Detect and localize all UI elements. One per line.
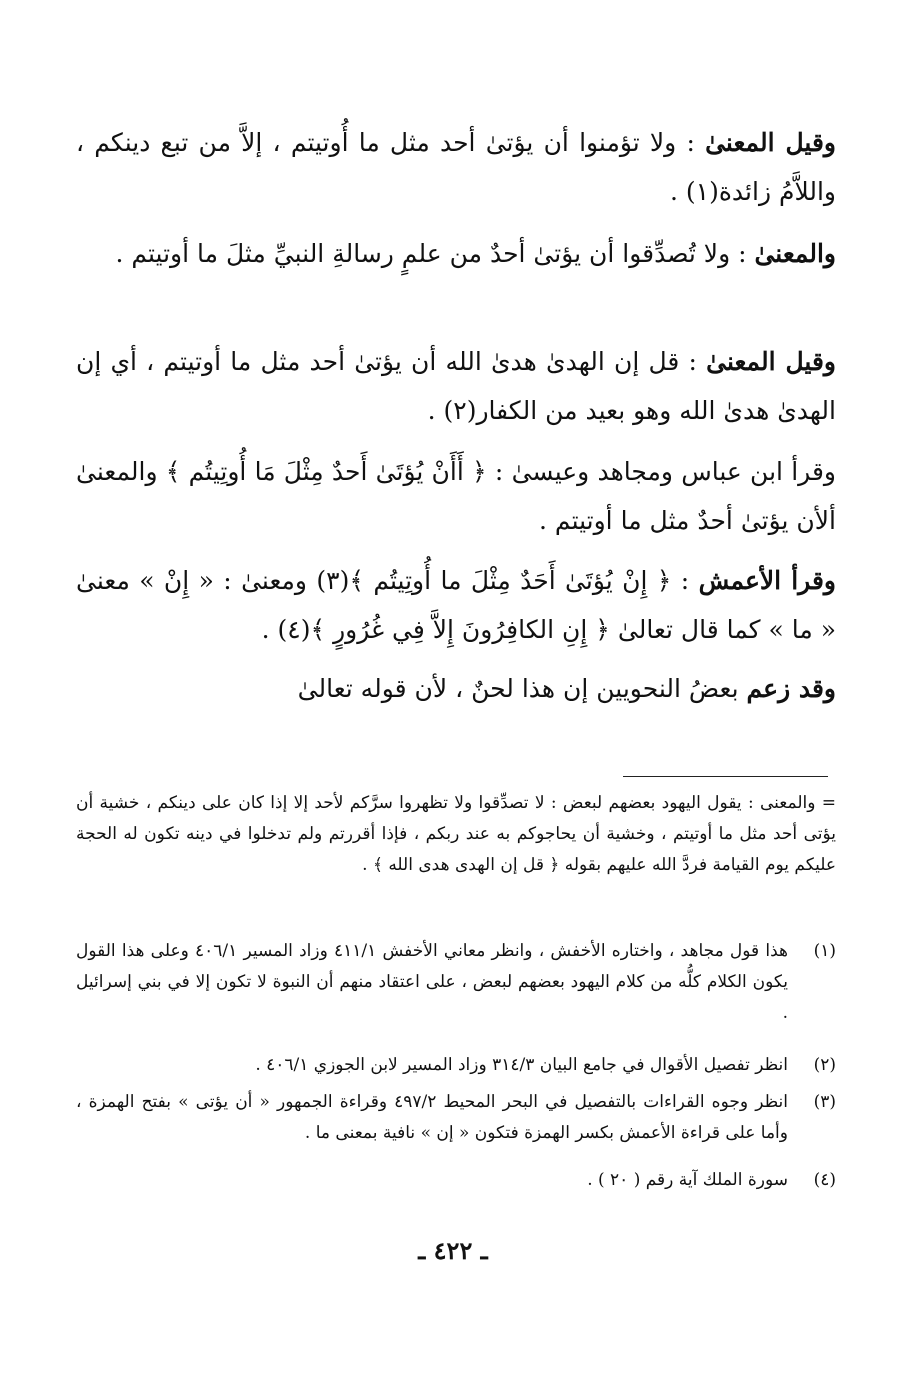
paragraph-text: : ﴿ إِنْ يُؤتَىٰ أَحَدٌ مِثْلَ ما أُوتِيتُم ﴾(٣) ومعنىٰ : « إِنْ » معنىٰ « ما » كما قال تعالىٰ ﴿ إِنِ الكافِرُونَ إِلاَّ فِي غُرُورٍ ﴾(٤) . [76,566,836,644]
paragraph-text: وقرأ ابن عباس ومجاهد وعيسىٰ : ﴿ أَأَنْ يُؤتَىٰ أَحدٌ مِثْلَ مَا أُوتِيتُم ﴾ والمعنىٰ ألأن يؤتىٰ أحدٌ مثل ما أوتيتم . [76,457,836,535]
footnote-number: (١) [813,941,836,961]
footnote-continuation-text: = والمعنى : يقول اليهود بعضهم لبعض : لا تصدِّقوا ولا تظهروا سرَّكم لأحد إلا إذا كان على دينكم ، خشية أن يؤتى أحد مثل ما أوتيتم ، وخشية أن يحاجوكم به عند ربكم ، فإذا أقررتم ولم تدخلوا في دينه تكون له الحجة عليكم يوم القيامة فردَّ الله عليهم بقوله ﴿ قل إن الهدى هدى الله ﴾ . [76,793,836,875]
paragraph-1 [76,118,836,216]
footnote-2 [76,1050,836,1081]
paragraph-lead: وقيل المعنىٰ [705,128,836,157]
paragraph-6 [76,664,836,713]
page-number: ـ ٤٢٢ ـ [418,1236,488,1265]
footnote-number: (٢) [813,1055,836,1075]
paragraph-2 [76,229,836,278]
footnote-number: (٤) [813,1170,836,1190]
paragraph-lead: وقرأ الأعمش [698,566,836,595]
paragraph-text: : ولا تُصدِّقوا أن يؤتىٰ أحدٌ من علمٍ رسالةِ النبيِّ مثلَ ما أوتيتم . [115,239,755,268]
paragraph-5 [76,556,836,654]
paragraph-4 [76,447,836,545]
footnote-divider [623,776,828,777]
footnote-text: هذا قول مجاهد ، واختاره الأخفش ، وانظر معاني الأخفش ٤١١/١ وزاد المسير ٤٠٦/١ وعلى هذا القول يكون الكلام كلُّه من كلام اليهود بعضهم لبعض ، على اعتقاد منهم أن النبوة لا تكون إلا في بني إسرائيل . [76,941,788,1023]
footnote-number: (٣) [813,1092,836,1112]
footnote-continuation [76,788,836,881]
paragraph-lead: وقد زعم [746,674,836,703]
footnote-text: سورة الملك آية رقم ( ٢٠ ) . [587,1170,788,1190]
footnote-text: انظر وجوه القراءات بالتفصيل في البحر المحيط ٤٩٧/٢ وقراءة الجمهور « أن يؤتى » بفتح الهمزة ، وأما على قراءة الأعمش بكسر الهمزة فتكون « إن » نافية بمعنى ما . [76,1092,788,1143]
paragraph-lead: وقيل المعنىٰ [706,347,836,376]
paragraph-lead: والمعنىٰ [754,239,836,268]
paragraph-text: بعضُ النحويين إن هذا لحنٌ ، لأن قوله تعالىٰ [297,674,747,703]
footnote-3 [76,1087,836,1149]
paragraph-text: : قل إن الهدىٰ هدىٰ الله أن يؤتىٰ أحد مثل ما أوتيتم ، أي إن الهدىٰ هدىٰ الله وهو بعيد من الكفار(٢) . [76,347,836,425]
footnote-text: انظر تفصيل الأقوال في جامع البيان ٣١٤/٣ وزاد المسير لابن الجوزي ٤٠٦/١ . [255,1055,788,1075]
footnote-4 [76,1165,836,1196]
paragraph-3 [76,337,836,435]
paragraph-text: : ولا تؤمنوا أن يؤتىٰ أحد مثل ما أُوتيتم ، إلاَّ من تبع دينكم ، واللاَّمُ زائدة(١) . [76,128,836,206]
footnote-1 [76,936,836,1029]
